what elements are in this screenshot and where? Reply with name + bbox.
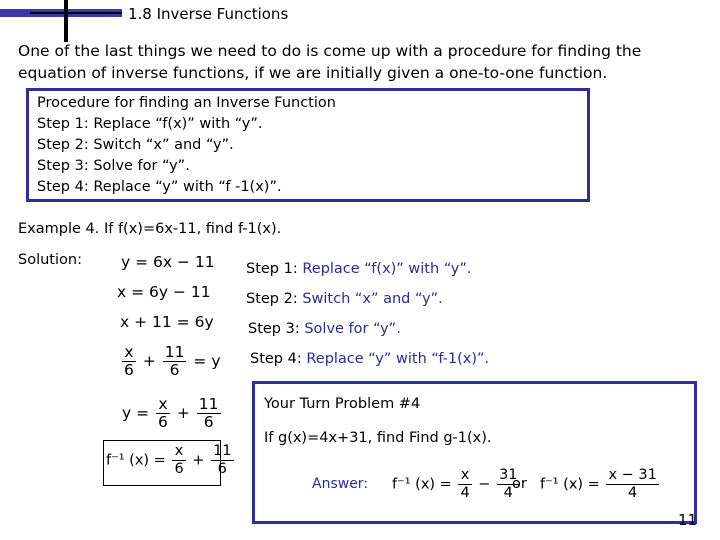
your-turn-title: Your Turn Problem #4 <box>264 396 421 412</box>
procedure-step-2: Step 2: Switch “x” and “y”. <box>37 137 234 153</box>
fraction <box>211 443 233 478</box>
step-text: Switch “x” and “y”. <box>302 291 443 307</box>
procedure-box <box>26 88 590 202</box>
equation-step-2: x = 6y − 11 <box>117 283 211 301</box>
equation-lhs: f⁻¹ (x) = <box>106 452 166 469</box>
step-number: Step 4: <box>250 351 302 367</box>
fraction <box>606 467 658 502</box>
step-number: Step 2: <box>246 291 298 307</box>
equation-lhs: y = <box>122 404 150 422</box>
numerator: x − 31 <box>608 467 657 483</box>
plus-sign: + <box>142 352 156 370</box>
denominator: 4 <box>460 485 470 501</box>
denominator: 6 <box>169 361 180 379</box>
equation-step-6 <box>106 443 236 478</box>
answer-label: Answer: <box>312 476 369 492</box>
example-statement: Example 4. If f(x)=6x-11, find f-1(x). <box>18 221 282 237</box>
title-decoration-line <box>30 12 122 14</box>
fraction <box>197 396 221 431</box>
fraction <box>163 344 187 379</box>
step-label-2 <box>246 291 443 307</box>
equation-step-3: x + 11 = 6y <box>120 313 214 331</box>
minus-sign: − <box>478 476 491 493</box>
page-number: 11 <box>678 511 698 529</box>
intro-paragraph: One of the last things we need to do is come up with a procedure for finding the equation of inverse functions, if we are initially given a one-to-one function. <box>18 42 642 82</box>
procedure-step-1: Step 1: Replace “f(x)” with “y”. <box>37 116 263 132</box>
denominator: 4 <box>628 485 638 501</box>
equation-lhs: f⁻¹ (x) = <box>392 476 452 493</box>
denominator: 6 <box>174 461 184 477</box>
denominator: 6 <box>203 413 214 431</box>
numerator: 31 <box>499 467 518 483</box>
numerator: x <box>122 344 136 362</box>
numerator: x <box>156 396 170 414</box>
step-text: Replace “y” with “f-1(x)”. <box>306 351 490 367</box>
fraction <box>172 443 185 478</box>
equation-lhs: f⁻¹ (x) = <box>540 476 600 493</box>
fraction <box>156 396 170 431</box>
denominator: 6 <box>124 361 134 379</box>
denominator: 6 <box>217 461 227 477</box>
numerator: 11 <box>198 395 219 413</box>
step-text: Solve for “y”. <box>304 321 401 337</box>
equation-step-4 <box>120 344 221 379</box>
answer-equation-1 <box>392 467 522 502</box>
slide-title: 1.8 Inverse Functions <box>128 5 289 23</box>
answer-equation-2 <box>540 467 661 502</box>
step-text: Replace “f(x)” with “y”. <box>302 261 472 277</box>
denominator: 4 <box>503 485 513 501</box>
numerator: 11 <box>164 343 185 361</box>
title-decoration-vertical <box>64 0 68 42</box>
fraction <box>122 344 136 379</box>
fraction <box>458 467 471 502</box>
step-number: Step 1: <box>246 261 298 277</box>
step-label-3 <box>248 321 401 337</box>
procedure-step-4: Step 4: Replace “y” with “f -1(x)”. <box>37 179 282 195</box>
step-label-1 <box>246 261 472 277</box>
equation-step-5 <box>122 396 223 431</box>
numerator: 11 <box>213 443 232 459</box>
solution-label: Solution: <box>18 252 82 268</box>
or-label: or <box>512 476 527 492</box>
procedure-step-3: Step 3: Solve for “y”. <box>37 158 190 174</box>
step-label-4 <box>250 351 489 367</box>
numerator: x <box>458 467 471 485</box>
plus-sign: + <box>192 452 205 469</box>
equation-rhs: = y <box>193 352 221 370</box>
denominator: 6 <box>158 413 168 431</box>
equation-step-1: y = 6x − 11 <box>121 253 215 271</box>
procedure-title: Procedure for finding an Inverse Function <box>37 95 336 111</box>
your-turn-question: If g(x)=4x+31, find Find g-1(x). <box>264 430 492 446</box>
plus-sign: + <box>176 404 190 422</box>
numerator: x <box>172 443 185 461</box>
step-number: Step 3: <box>248 321 300 337</box>
